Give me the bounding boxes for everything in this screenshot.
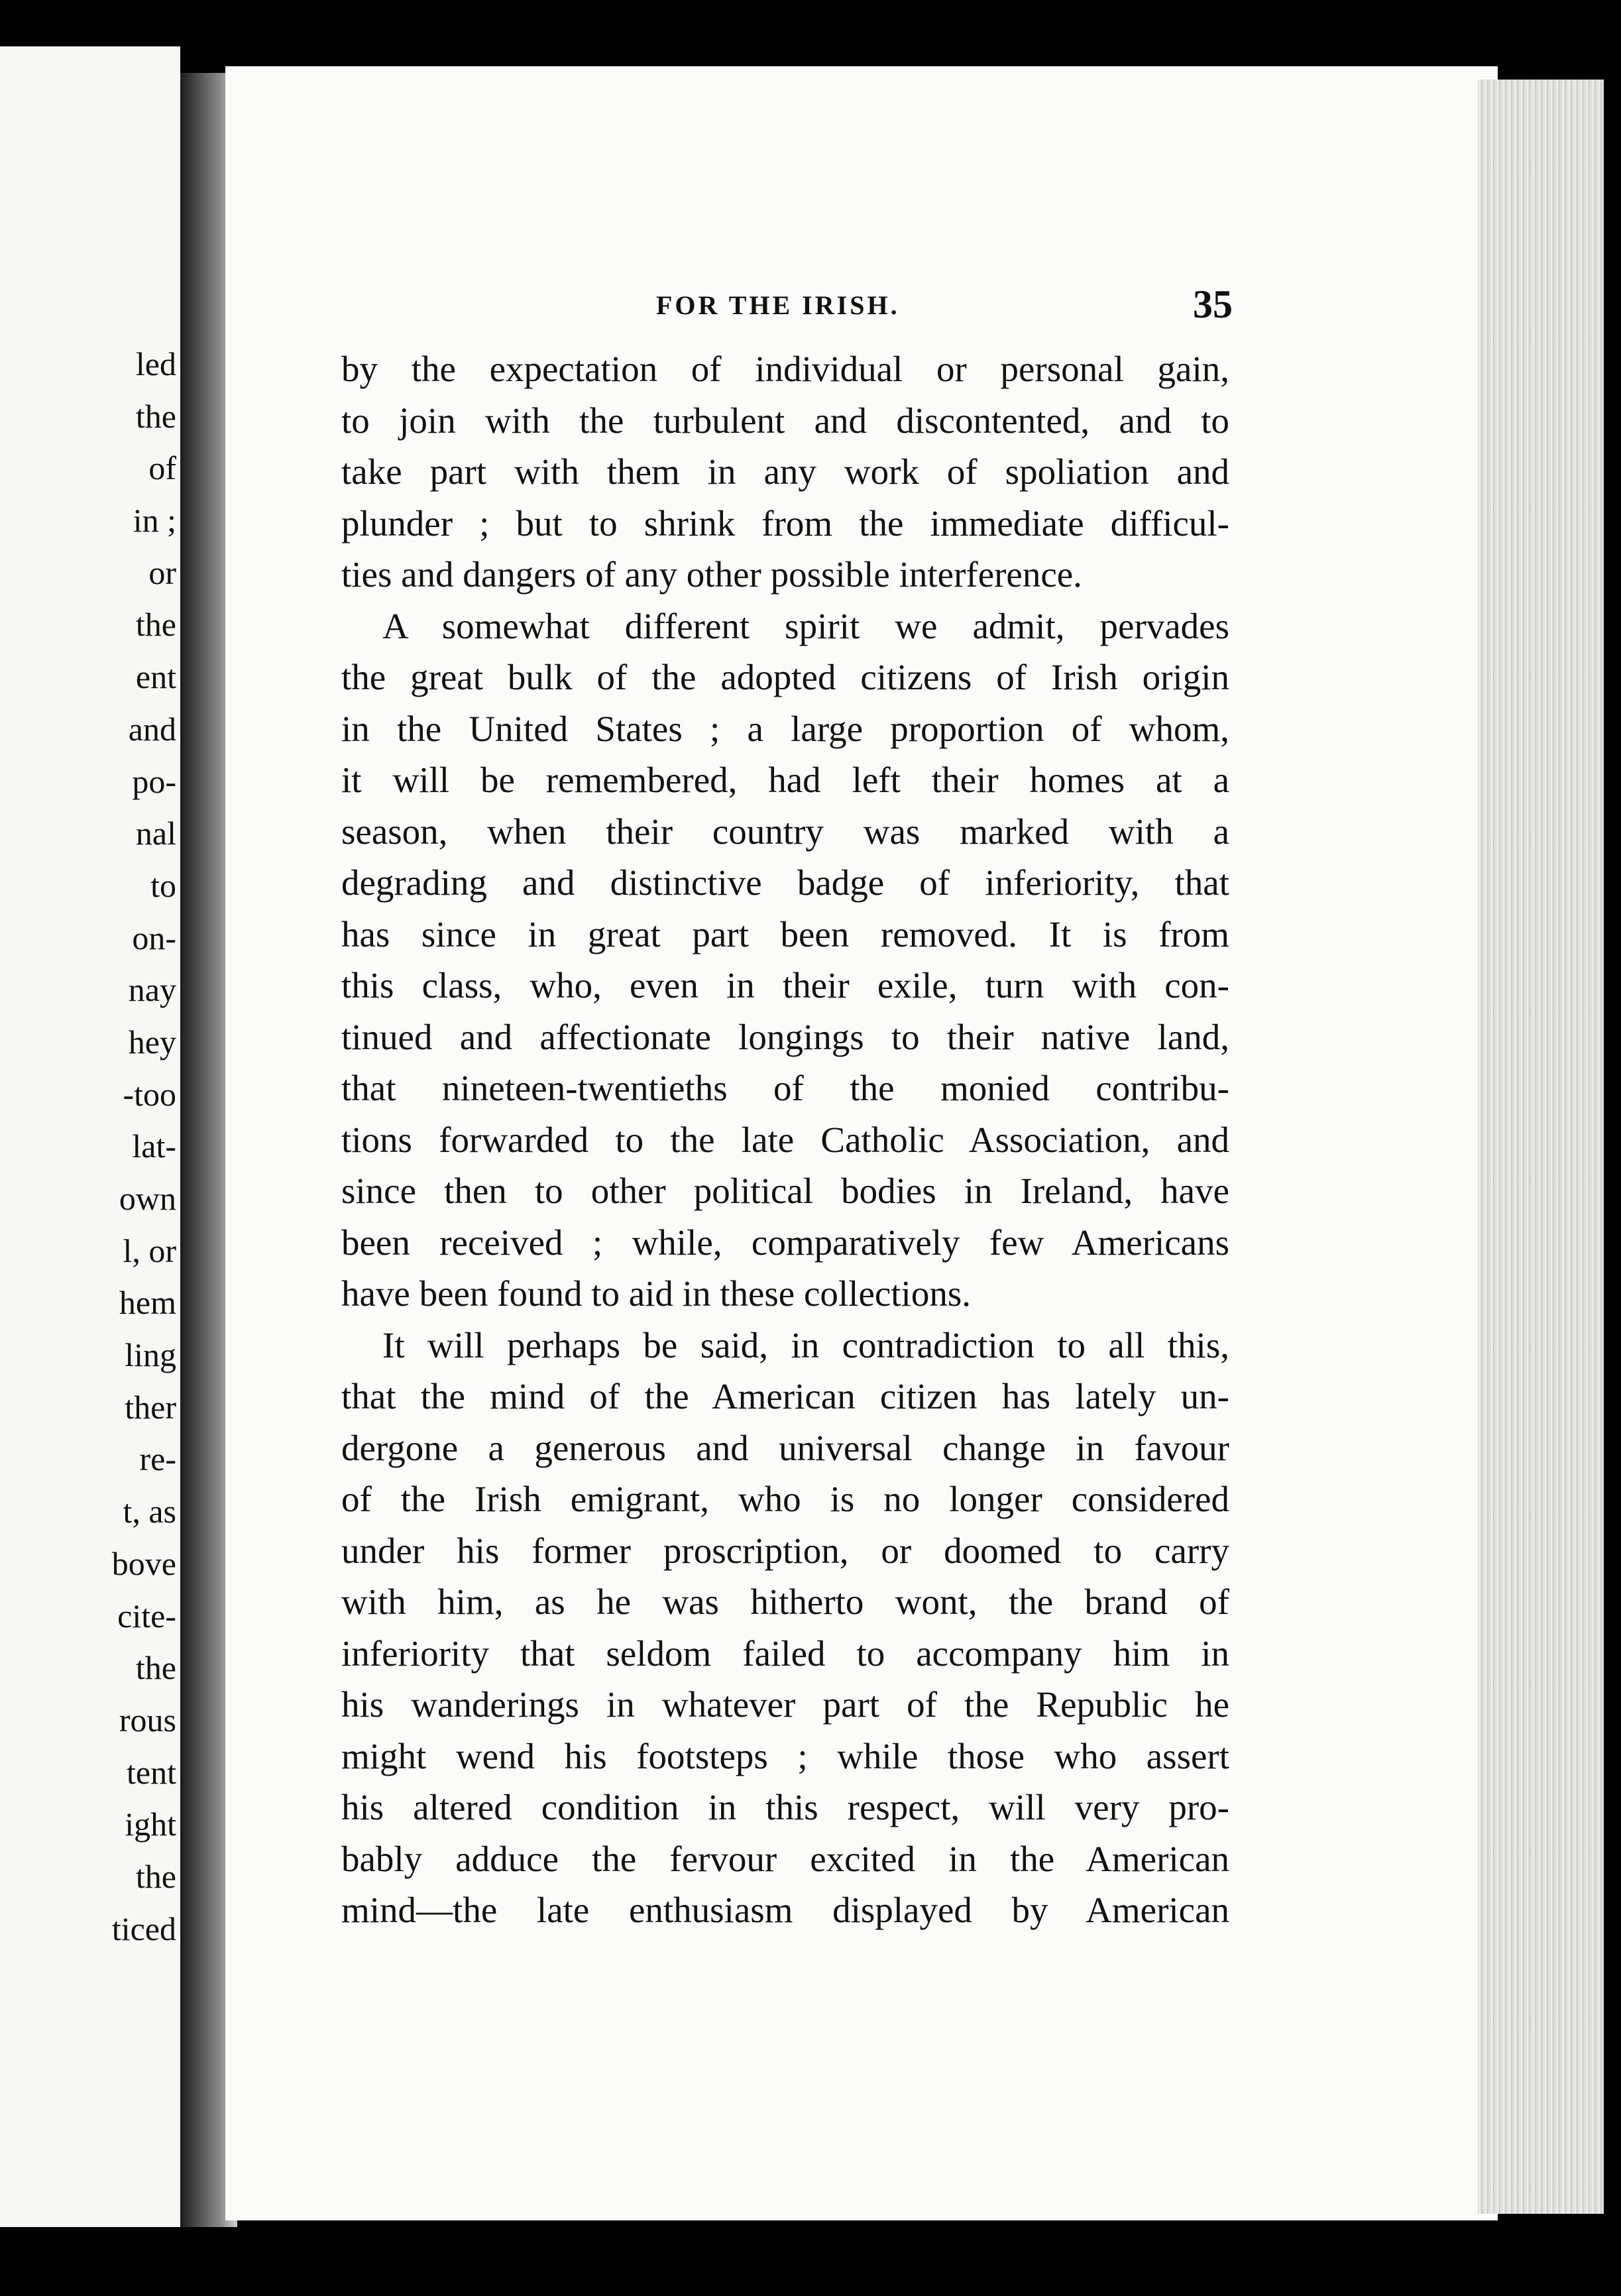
- left-page-line: ticed: [111, 1910, 176, 1947]
- left-page-line: nal: [135, 815, 176, 852]
- running-head: FOR THE IRISH.: [656, 290, 900, 320]
- left-page-line: lat-: [132, 1127, 176, 1165]
- left-page-line: bove: [111, 1544, 176, 1582]
- text-line: plunder ; but to shrink from the immediate difficul-: [341, 502, 1229, 544]
- text-line: has since in great part been removed. It is from: [341, 913, 1229, 954]
- left-page-line: own: [119, 1180, 176, 1217]
- page-number: 35: [1193, 282, 1233, 326]
- text-line: It will perhaps be said, in contradiction to all this,: [382, 1324, 1229, 1365]
- left-page-line: on-: [132, 919, 176, 956]
- text-line: degrading and distinctive badge of inferiority, that: [341, 862, 1229, 903]
- left-page-line: and: [128, 710, 176, 748]
- left-page-line: -too: [123, 1075, 176, 1113]
- text-line: since then to other political bodies in Ireland, have: [341, 1171, 1229, 1211]
- left-page-line: cite-: [117, 1597, 176, 1635]
- body-text: [341, 343, 1229, 1936]
- text-line: bably adduce the fervour excited in the American: [341, 1838, 1229, 1879]
- left-page-line: po-: [132, 762, 176, 800]
- left-page-line: in ;: [133, 502, 176, 540]
- left-page-line: ling: [125, 1336, 176, 1374]
- text-line: mind—the late enthusiasm displayed by American: [341, 1890, 1229, 1930]
- text-line: been received ; while, comparatively few Americans: [341, 1222, 1229, 1263]
- text-line: that the mind of the American citizen has lately un-: [341, 1376, 1229, 1416]
- text-line: tinued and affectionate longings to their native land,: [341, 1016, 1229, 1057]
- left-page-line: tent: [127, 1753, 176, 1791]
- left-page-line: led: [135, 345, 176, 382]
- left-page: [0, 46, 180, 2227]
- left-page-line: nay: [128, 971, 176, 1009]
- left-page-line: ent: [135, 658, 176, 696]
- page-header: [656, 282, 1233, 335]
- text-line: season, when their country was marked with a: [341, 811, 1229, 852]
- text-line: under his former proscription, or doomed to carry: [341, 1530, 1229, 1571]
- left-page-text: [0, 338, 180, 1955]
- text-line: take part with them in any work of spoliation and: [341, 451, 1229, 492]
- left-page-line: the: [135, 606, 176, 644]
- text-line: this class, who, even in their exile, turn with con-: [341, 965, 1229, 1005]
- left-page-line: the: [135, 397, 176, 435]
- page-edges: [1478, 80, 1604, 2214]
- left-page-line: the: [135, 1649, 176, 1687]
- left-page-line: the: [135, 1857, 176, 1895]
- text-line: the great bulk of the adopted citizens of Irish origin: [341, 657, 1229, 697]
- left-page-line: ther: [125, 1388, 176, 1426]
- text-line: A somewhat different spirit we admit, pervades: [382, 605, 1229, 646]
- left-page-line: re-: [139, 1440, 176, 1478]
- text-line: dergone a generous and universal change in favour: [341, 1427, 1229, 1468]
- text-line: have been found to aid in these collections.: [341, 1273, 971, 1314]
- text-line: ties and dangers of any other possible interference.: [341, 554, 1082, 595]
- left-page-line: l, or: [123, 1232, 176, 1269]
- text-line: of the Irish emigrant, who is no longer considered: [341, 1479, 1229, 1519]
- text-line: inferiority that seldom failed to accompany him in: [341, 1633, 1229, 1674]
- text-line: his altered condition in this respect, will very pro-: [341, 1787, 1229, 1827]
- text-line: it will be remembered, had left their homes at a: [341, 760, 1229, 800]
- left-page-line: to: [150, 866, 176, 904]
- text-line: by the expectation of individual or personal gain,: [341, 349, 1229, 389]
- text-line: his wanderings in whatever part of the Republic he: [341, 1684, 1229, 1725]
- text-line: might wend his footsteps ; while those who assert: [341, 1735, 1229, 1776]
- text-line: tions forwarded to the late Catholic Association, and: [341, 1119, 1229, 1160]
- left-page-line: rous: [119, 1701, 176, 1739]
- left-page-line: hem: [119, 1284, 176, 1322]
- text-line: to join with the turbulent and discontented, and to: [341, 400, 1229, 441]
- text-line: with him, as he was hitherto wont, the brand of: [341, 1581, 1229, 1622]
- left-page-line: hey: [128, 1023, 176, 1061]
- text-line: in the United States ; a large proportion of whom,: [341, 708, 1229, 749]
- left-page-line: ight: [125, 1806, 176, 1843]
- left-page-line: or: [148, 553, 176, 591]
- left-page-line: of: [148, 449, 176, 487]
- left-page-line: t, as: [123, 1493, 176, 1530]
- text-line: that nineteen-twentieths of the monied contribu-: [341, 1068, 1229, 1108]
